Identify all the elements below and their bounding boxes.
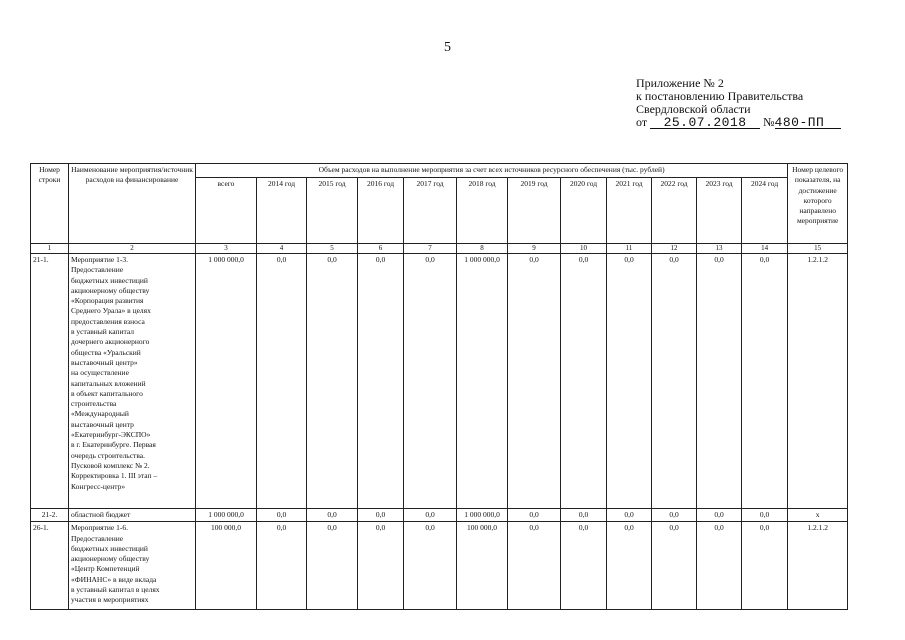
number-label: № — [763, 115, 775, 129]
row-year-value: 0,0 — [508, 522, 561, 610]
row-year-value: 0,0 — [652, 254, 697, 509]
row-year-value: 100 000,0 — [457, 522, 508, 610]
row-target: 1.2.1.2 — [788, 254, 848, 509]
row-year-value: 0,0 — [561, 522, 607, 610]
row-number: 21-2. — [31, 509, 69, 522]
row-year-value: 0,0 — [607, 254, 652, 509]
header-year: 2024 год — [742, 178, 788, 244]
row-year-value: 0,0 — [508, 509, 561, 522]
appendix-decree: к постановлению Правительства — [636, 89, 804, 103]
table-row — [31, 522, 848, 610]
column-number: 12 — [652, 244, 697, 254]
column-number: 3 — [196, 244, 257, 254]
row-year-value: 0,0 — [257, 522, 307, 610]
column-number: 5 — [307, 244, 358, 254]
row-total: 1 000 000,0 — [196, 254, 257, 509]
row-target: 1.2.1.2 — [788, 522, 848, 610]
appendix-region: Свердловской области — [636, 102, 751, 116]
header-year: 2019 год — [508, 178, 561, 244]
decree-date: 25.07.2018 — [650, 117, 760, 129]
header-total: всего — [196, 178, 257, 244]
table-row — [31, 509, 848, 522]
row-year-value: 0,0 — [607, 522, 652, 610]
column-number: 11 — [607, 244, 652, 254]
row-year-value: 0,0 — [307, 522, 358, 610]
row-total: 100 000,0 — [196, 522, 257, 610]
row-name: областной бюджет — [69, 509, 196, 522]
header-year: 2015 год — [307, 178, 358, 244]
from-label: от — [636, 115, 648, 129]
row-year-value: 0,0 — [358, 509, 404, 522]
column-number: 10 — [561, 244, 607, 254]
row-year-value: 0,0 — [652, 522, 697, 610]
row-year-value: 0,0 — [404, 522, 457, 610]
header-year: 2016 год — [358, 178, 404, 244]
header-year: 2021 год — [607, 178, 652, 244]
appendix-date-line — [636, 116, 841, 129]
row-year-value: 0,0 — [404, 509, 457, 522]
page-number: 5 — [444, 40, 451, 55]
row-year-value: 0,0 — [508, 254, 561, 509]
row-year-value: 0,0 — [652, 509, 697, 522]
header-year: 2023 год — [697, 178, 742, 244]
column-number: 13 — [697, 244, 742, 254]
column-number: 1 — [31, 244, 69, 254]
column-number: 7 — [404, 244, 457, 254]
row-year-value: 0,0 — [307, 509, 358, 522]
row-total: 1 000 000,0 — [196, 509, 257, 522]
header-year: 2022 год — [652, 178, 697, 244]
row-year-value: 0,0 — [404, 254, 457, 509]
decree-number: 480-ПП — [775, 117, 841, 129]
header-year: 2020 год — [561, 178, 607, 244]
header-row-no: Номер строки — [31, 164, 69, 244]
appendix-block — [636, 77, 841, 129]
row-year-value: 1 000 000,0 — [457, 509, 508, 522]
header-name: Наименование мероприятия/источник расходов на финансирование — [69, 164, 196, 244]
row-year-value: 0,0 — [742, 254, 788, 509]
column-number: 4 — [257, 244, 307, 254]
header-year: 2018 год — [457, 178, 508, 244]
header-target: Номер целевого показателя, на достижение которого направлено мероприятие — [788, 164, 848, 244]
row-year-value: 0,0 — [561, 509, 607, 522]
row-year-value: 0,0 — [358, 522, 404, 610]
row-year-value: 0,0 — [257, 254, 307, 509]
header-year: 2014 год — [257, 178, 307, 244]
row-year-value: 0,0 — [561, 254, 607, 509]
table-row — [31, 254, 848, 509]
row-name: Мероприятие 1-3. Предоставление бюджетных инвестиций акционерному обществу «Корпорация развития Среднего Урала» в целях предоставления взноса в уставный капитал дочернего акционерного общества «Уральский выставочный центр» на осуществление капитальных вложений в объект капитального строительства «Международный выставочный центр «Екатеринбург-ЭКСПО» в г. Екатеринбурге. Первая очередь строительства. Пусковой комплекс № 2. Корректировка 1. III этап – Конгресс-центр» — [69, 254, 196, 509]
column-number: 9 — [508, 244, 561, 254]
column-number: 6 — [358, 244, 404, 254]
expenses-table — [30, 163, 848, 610]
row-name: Мероприятие 1-6. Предоставление бюджетных инвестиций акционерному обществу «Центр Компетенций «ФИНАНС» в виде вклада в уставный капитал в целях участия в мероприятиях — [69, 522, 196, 610]
column-number: 2 — [69, 244, 196, 254]
row-year-value: 1 000 000,0 — [457, 254, 508, 509]
row-year-value: 0,0 — [697, 254, 742, 509]
row-year-value: 0,0 — [607, 509, 652, 522]
header-year: 2017 год — [404, 178, 457, 244]
appendix-title: Приложение № 2 — [636, 76, 724, 90]
row-year-value: 0,0 — [742, 509, 788, 522]
header-row-top — [31, 164, 848, 178]
row-number: 21-1. — [31, 254, 69, 509]
column-number: 8 — [457, 244, 508, 254]
row-year-value: 0,0 — [307, 254, 358, 509]
row-year-value: 0,0 — [697, 509, 742, 522]
row-number: 26-1. — [31, 522, 69, 610]
column-number: 14 — [742, 244, 788, 254]
column-number-row — [31, 244, 848, 254]
row-target: x — [788, 509, 848, 522]
header-expense-group: Объем расходов на выполнение мероприятия за счет всех источников ресурсного обеспечения (тыс. рублей) — [196, 164, 788, 178]
row-year-value: 0,0 — [742, 522, 788, 610]
row-year-value: 0,0 — [358, 254, 404, 509]
row-year-value: 0,0 — [257, 509, 307, 522]
row-year-value: 0,0 — [697, 522, 742, 610]
column-number: 15 — [788, 244, 848, 254]
